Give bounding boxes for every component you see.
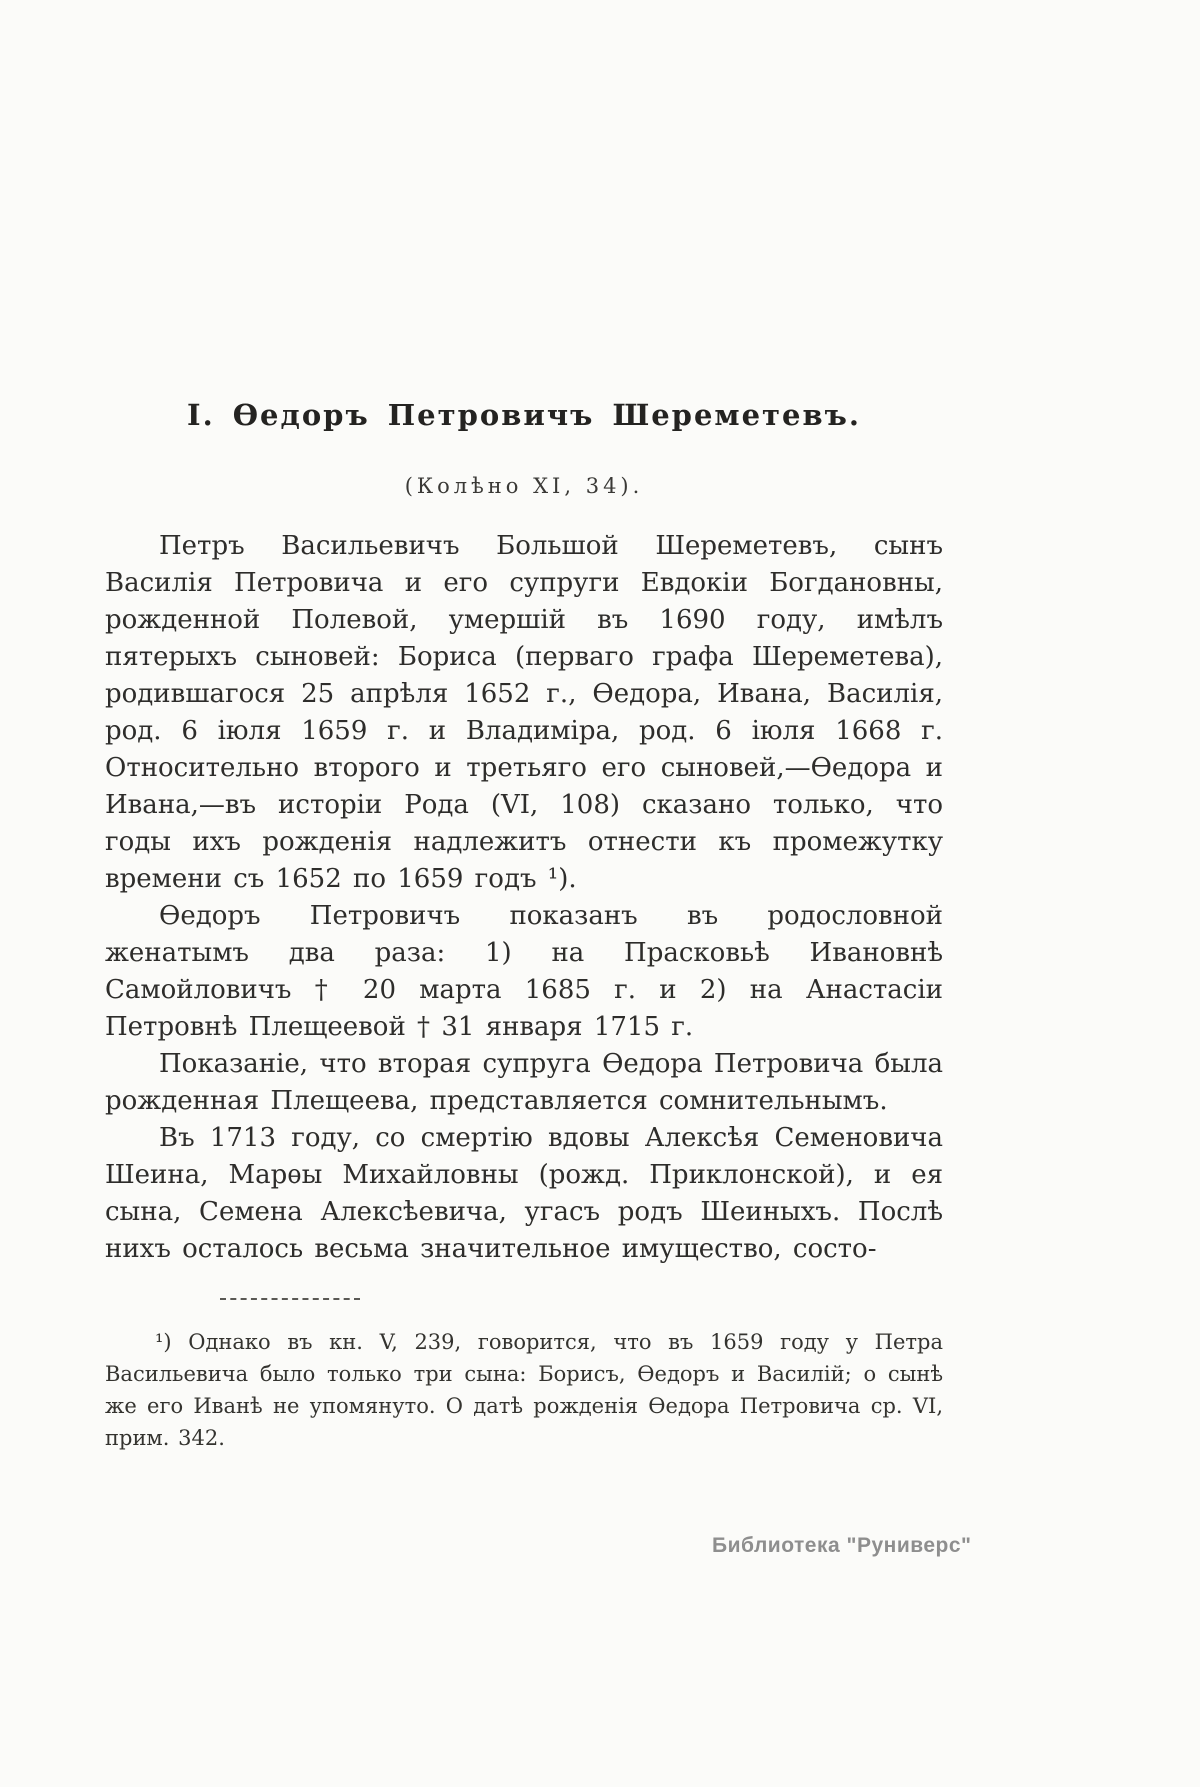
- chapter-title: I. Ѳедоръ Петровичъ Шереметевъ.: [187, 398, 861, 432]
- library-watermark: Библиотека "Руниверс": [712, 1534, 972, 1557]
- chapter-subtitle: (Колѣно XI, 34).: [404, 474, 644, 498]
- paragraph-2: Ѳедоръ Петровичъ показанъ въ родословной женатымъ два раза: 1) на Прасковьѣ Ивановнѣ Самойловичъ † 20 марта 1685 г. и 2) на Анастасіи Петровнѣ Плещеевой † 31 января 1715 г.: [105, 901, 943, 1042]
- body-text: [105, 528, 943, 1268]
- paragraph-1: Петръ Васильевичъ Большой Шереметевъ, сынъ Василія Петровича и его супруги Евдокіи Богдановны, рожденной Полевой, умершій въ 1690 году, имѣлъ пятерыхъ сыновей: Бориса (перваго графа Шереметева), родившагося 25 апрѣля 1652 г., Ѳедора, Ивана, Василія, род. 6 іюля 1659 г. и Владиміра, род. 6 іюля 1668 г. Относительно второго и третьяго его сыновей,—Ѳедора и Ивана,—въ исторіи Рода (VI, 108) сказано только, что годы ихъ рожденія надлежитъ отнести къ промежутку времени съ 1652 по 1659 годъ ¹).: [105, 531, 943, 894]
- text-column: [105, 0, 943, 1454]
- footnote-text: ¹) Однако въ кн. V, 239, говорится, что въ 1659 году у Петра Васильевича было только три сына: Борисъ, Ѳедоръ и Василій; о сынѣ же его Иванѣ не упомянуто. О датѣ рожденія Ѳедора Петровича ср. VI, прим. 342.: [105, 1330, 943, 1450]
- paragraph-4: Въ 1713 году, со смертію вдовы Алексѣя Семеновича Шеина, Марѳы Михайловны (рожд. Приклонской), и ея сына, Семена Алексѣевича, угасъ родъ Шеиныхъ. Послѣ нихъ осталось весьма значительное имущество, состо-: [105, 1123, 943, 1264]
- paragraph-3: Показаніе, что вторая супруга Ѳедора Петровича была рожденная Плещеева, представляется сомнительнымъ.: [105, 1049, 943, 1116]
- footnote-separator: [220, 1298, 360, 1300]
